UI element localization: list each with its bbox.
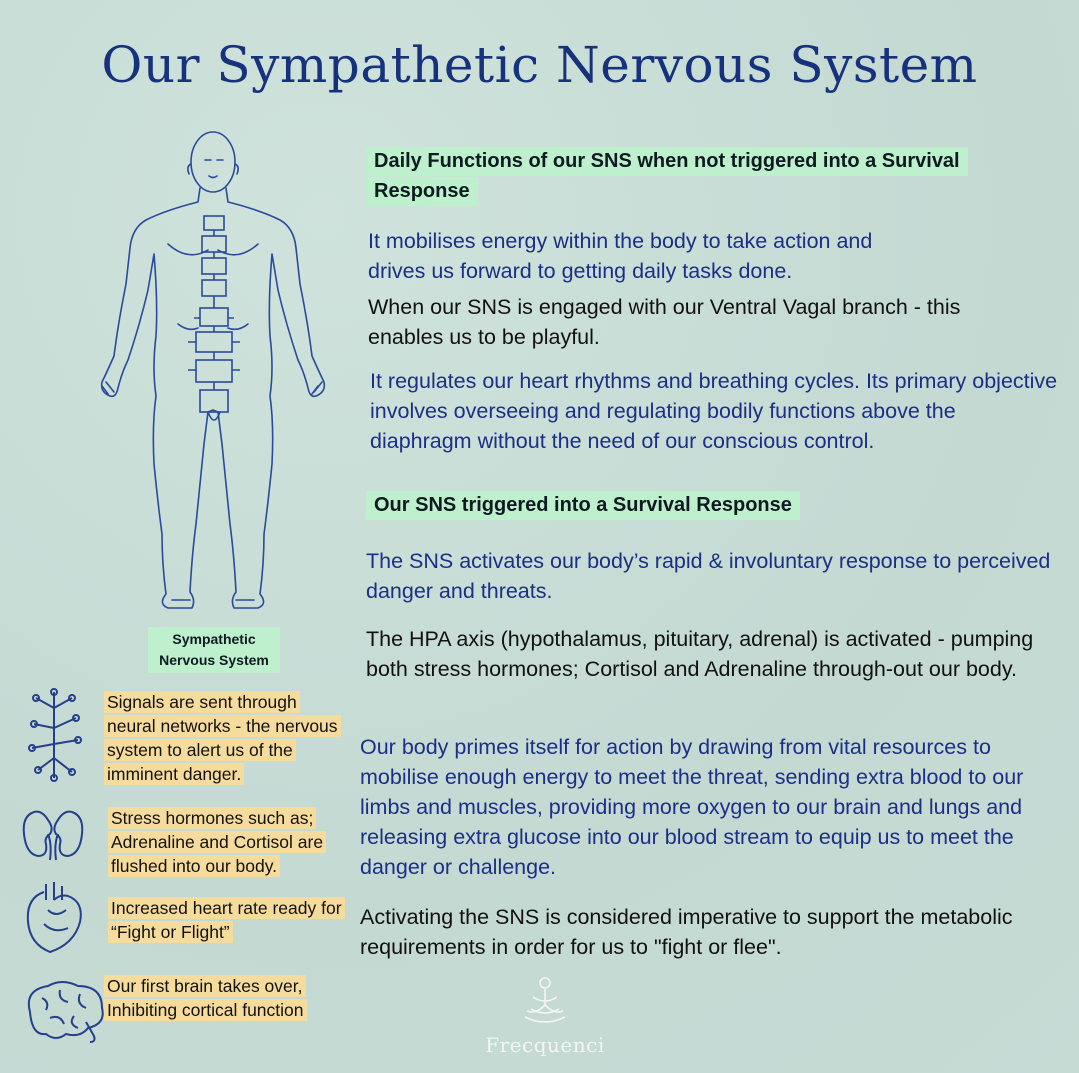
heart-icon [24,880,84,954]
side-item-2 [108,806,348,878]
brand-logo [480,975,610,1057]
figure-label: Sympathetic Nervous System [148,627,280,673]
section2-paragraph-4: Activating the SNS is considered imperative to support the metabolic requirements in order for us to "fight or flee". [360,905,1013,959]
section1-heading [366,146,966,206]
section2-paragraph-3: Our body primes itself for action by drawing from vital resources to mobilise enough energy to meet the threat, sending extra blood to our limbs and muscles, providing more oxygen to our brain and lungs and releasing extra glucose into our blood stream to equip us to meet the danger or challenge. [360,735,1024,879]
side-item-1-text: Signals are sent through neural networks - the nervous system to alert us of the imminent danger. [104,691,341,785]
side-item-4 [104,974,324,1022]
kidneys-icon [20,806,86,862]
meditation-figure-icon [515,975,575,1029]
side-item-4-text: Our first brain takes over, Inhibiting cortical function [104,975,307,1021]
section2-heading [366,494,800,517]
side-item-1 [104,690,344,786]
page-title: Our Sympathetic Nervous System [101,36,978,94]
section2-paragraph-1: The SNS activates our body’s rapid & involuntary response to perceived danger and threats. [366,549,1051,603]
section1-paragraph-1: It mobilises energy within the body to take action and drives us forward to getting daily tasks done. [368,229,873,283]
section1-heading-text: Daily Functions of our SNS when not triggered into a Survival Response [366,147,968,206]
neural-network-icon [22,688,86,782]
section2-heading-text: Our SNS triggered into a Survival Response [366,491,800,520]
section1-paragraph-2: When our SNS is engaged with our Ventral Vagal branch - this enables us to be playful. [368,295,961,349]
brand-name: Frecquenci [485,1033,605,1057]
side-item-3 [108,896,348,944]
section2-paragraph-2: The HPA axis (hypothalamus, pituitary, adrenal) is activated - pumping both stress hormones; Cortisol and Adrenaline through-out our body. [366,627,1034,681]
section1-paragraph-3: It regulates our heart rhythms and breathing cycles. Its primary objective involves overseeing and regulating bodily functions above the diaphragm without the need of our conscious control. [370,369,1058,453]
brain-icon [20,978,108,1044]
side-item-3-text: Increased heart rate ready for “Fight or Flight” [108,897,345,943]
side-item-2-text: Stress hormones such as; Adrenaline and Cortisol are flushed into our body. [108,807,326,877]
human-body-spine-icon [96,124,330,624]
